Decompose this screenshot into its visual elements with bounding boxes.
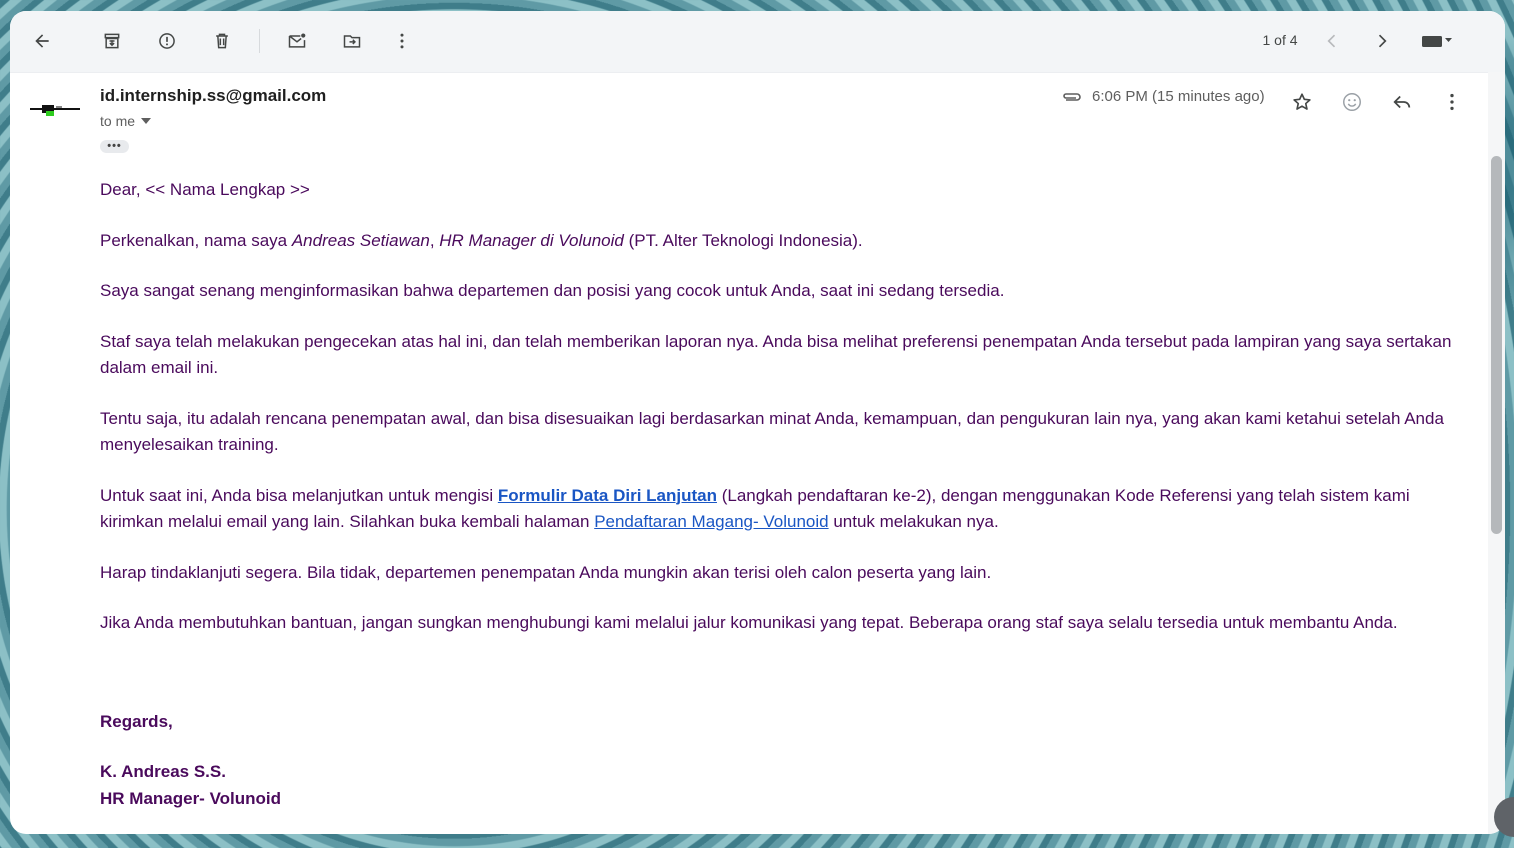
- report-spam-icon: [157, 31, 177, 51]
- mark-unread-button[interactable]: [277, 25, 317, 57]
- back-arrow-icon: [32, 31, 52, 51]
- move-to-folder-icon: [342, 31, 362, 51]
- next-steps-text: Untuk saat ini, Anda bisa melanjutkan untuk mengisi: [100, 485, 498, 505]
- paragraph-placement: Tentu saja, itu adalah rencana penempatan awal, dan bisa disesuaikan lagi berdasarkan minat Anda, kemampuan, dan pengukuran lain nya, yang akan kami ketahui setelah Anda menyelesaikan training.: [100, 408, 1444, 454]
- paragraph-report: Staf saya telah melakukan pengecekan atas hal ini, dan telah memberikan laporan nya. Anda bisa melihat preferensi penempatan Anda tersebut pada lampiran yang saya sertakan dalam email ini.: [100, 331, 1452, 377]
- dropdown-arrow-icon: [141, 118, 151, 124]
- input-tools-button[interactable]: [1412, 25, 1462, 57]
- email-meta: [1062, 88, 1265, 105]
- message-more-button[interactable]: [1434, 84, 1470, 120]
- add-reaction-button[interactable]: [1334, 84, 1370, 120]
- paragraph-next-steps: [100, 483, 1460, 536]
- next-steps-text-end: untuk melakukan nya.: [828, 512, 999, 531]
- paragraph-availability: Saya sangat senang menginformasikan bahwa departemen dan posisi yang cocok untuk Anda, saat ini sedang tersedia.: [100, 281, 1005, 300]
- chevron-left-icon: [1322, 31, 1342, 51]
- more-vert-icon: [392, 31, 412, 51]
- paragraph-intro: [100, 228, 1460, 255]
- pagination-count: 1 of 4: [1262, 32, 1298, 48]
- mark-unread-icon: [287, 31, 307, 51]
- more-actions-button[interactable]: [382, 25, 422, 57]
- intro-separator: ,: [429, 230, 440, 250]
- intro-text: Perkenalkan, nama saya: [100, 230, 292, 250]
- attachment-icon: [1062, 90, 1084, 104]
- manager-name: Andreas Setiawan: [291, 230, 430, 250]
- greeting: Dear, << Nama Lengkap >>: [100, 180, 310, 199]
- sender-avatar: [28, 95, 82, 125]
- archive-icon: [102, 31, 122, 51]
- signature-title: HR Manager- Volunoid: [100, 788, 282, 808]
- reply-button[interactable]: [1384, 84, 1420, 120]
- company-name: (PT. Alter Teknologi Indonesia).: [623, 230, 863, 250]
- reply-icon: [1391, 91, 1413, 113]
- star-button[interactable]: [1284, 84, 1320, 120]
- move-to-button[interactable]: [332, 25, 372, 57]
- keyboard-icon: [1421, 31, 1453, 51]
- back-button[interactable]: [22, 25, 62, 57]
- newer-email-button[interactable]: [1312, 25, 1352, 57]
- manager-role: HR Manager di Volunoid: [439, 230, 624, 250]
- delete-button[interactable]: [202, 25, 242, 57]
- email-body: [100, 177, 1460, 812]
- toolbar-divider: [259, 29, 260, 53]
- older-email-button[interactable]: [1362, 25, 1402, 57]
- paragraph-help: Jika Anda membutuhkan bantuan, jangan sungkan menghubungi kami melalui jalur komunikasi yang tepat. Beberapa orang staf saya selalu tersedia untuk membantu Anda.: [100, 613, 1398, 632]
- star-icon: [1291, 91, 1313, 113]
- report-spam-button[interactable]: [147, 25, 187, 57]
- email-toolbar: [10, 11, 1505, 73]
- emoji-icon: [1341, 91, 1363, 113]
- next-steps-text-mid: (Langkah pendaftaran ke-2), dengan menggunakan Kode Referensi yang telah sistem kami kirimkan melalui email yang lain. Silahkan buka kembali halaman: [100, 485, 1410, 531]
- scrollbar-thumb[interactable]: [1491, 156, 1502, 534]
- recipient-label: to me: [100, 113, 136, 129]
- recipient-details-toggle[interactable]: [100, 113, 151, 129]
- form-link[interactable]: Formulir Data Diri Lanjutan: [497, 485, 717, 505]
- email-timestamp: 6:06 PM (15 minutes ago): [1092, 88, 1265, 105]
- email-view-panel: [10, 11, 1505, 834]
- sender-email: id.internship.ss@gmail.com: [100, 86, 327, 105]
- trash-icon: [212, 31, 232, 51]
- registration-page-link[interactable]: Pendaftaran Magang- Volunoid: [594, 512, 829, 531]
- paragraph-urgency: Harap tindaklanjuti segera. Bila tidak, departemen penempatan Anda mungkin akan terisi oleh calon peserta yang lain.: [100, 562, 992, 582]
- chevron-right-icon: [1372, 31, 1392, 51]
- signature-name: K. Andreas S.S.: [100, 762, 226, 781]
- archive-button[interactable]: [92, 25, 132, 57]
- regards: Regards,: [100, 711, 173, 731]
- scrollbar[interactable]: [1488, 72, 1505, 834]
- show-trimmed-content-button[interactable]: •••: [100, 140, 129, 153]
- more-vert-icon: [1441, 91, 1463, 113]
